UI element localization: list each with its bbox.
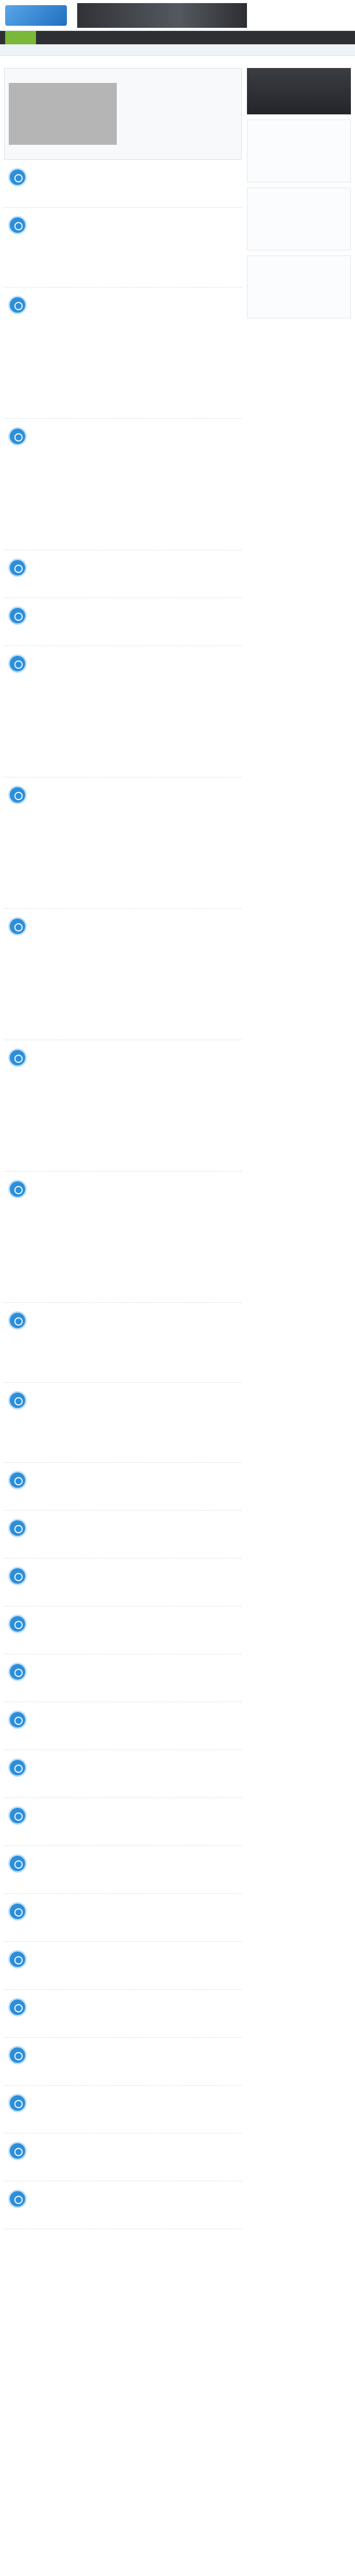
- post-title[interactable]: [31, 786, 238, 793]
- post-title[interactable]: [31, 1663, 238, 1670]
- post-card: [4, 1044, 242, 1172]
- post-body: [31, 1865, 238, 1879]
- post-title[interactable]: [31, 1806, 238, 1814]
- header-banner: [77, 3, 247, 28]
- circle-avatar-icon: [8, 1950, 27, 1969]
- post-title[interactable]: [31, 1854, 238, 1861]
- sidebar-promo-text: [250, 71, 348, 77]
- circle-avatar-icon: [8, 427, 27, 446]
- circle-avatar-icon: [8, 1758, 27, 1777]
- sidebar-link[interactable]: [251, 224, 347, 230]
- post-meta: [31, 1372, 238, 1378]
- post-card: [4, 602, 242, 646]
- circle-avatar-icon: [8, 1048, 27, 1067]
- sidebar-promo[interactable]: [247, 68, 351, 114]
- post-title[interactable]: [31, 1180, 238, 1187]
- post-body: [31, 1721, 238, 1735]
- post-meta: [31, 1500, 238, 1506]
- post-card: [4, 913, 242, 1040]
- sidebar-link[interactable]: [251, 199, 347, 206]
- circle-avatar-icon: [8, 606, 27, 625]
- sidebar-box: [247, 256, 351, 318]
- post-card: [4, 2138, 242, 2181]
- sidebar-link[interactable]: [251, 148, 347, 154]
- post-meta: [31, 767, 238, 773]
- main-nav: [0, 31, 355, 44]
- circle-avatar-icon: [8, 2190, 27, 2208]
- post-meta: [31, 1292, 238, 1298]
- sub-nav-text: [5, 46, 221, 53]
- nav-item[interactable]: [5, 31, 36, 44]
- nav-item[interactable]: [170, 31, 201, 44]
- post-card: [4, 1946, 242, 1990]
- post-body: [31, 1190, 238, 1288]
- sidebar-box-title: [251, 123, 347, 129]
- post-meta: [31, 2123, 238, 2129]
- header-link[interactable]: [314, 3, 350, 9]
- post-body: [31, 2056, 238, 2071]
- circle-avatar-icon: [8, 2046, 27, 2064]
- post-title[interactable]: [31, 2142, 238, 2149]
- post-title[interactable]: [31, 2046, 238, 2053]
- sidebar-link[interactable]: [251, 173, 347, 179]
- post-title[interactable]: [31, 1567, 238, 1574]
- post-card: [4, 1515, 242, 1558]
- post-body: [31, 1401, 238, 1448]
- post-body: [31, 1769, 238, 1783]
- nav-item[interactable]: [104, 31, 135, 44]
- post-title[interactable]: [31, 1391, 238, 1398]
- circle-avatar-icon: [8, 2142, 27, 2160]
- post-body: [31, 927, 238, 1025]
- post-body: [31, 306, 238, 404]
- post-card: [4, 2090, 242, 2133]
- post-card: [4, 1658, 242, 1702]
- sidebar-link[interactable]: [251, 216, 347, 222]
- sidebar-link[interactable]: [251, 309, 347, 315]
- post-meta: [31, 2218, 238, 2225]
- post-card: [4, 292, 242, 419]
- post-body: [31, 2008, 238, 2023]
- sidebar-link[interactable]: [251, 267, 347, 274]
- circle-avatar-icon: [8, 168, 27, 187]
- post-meta: [31, 2075, 238, 2081]
- sidebar-link[interactable]: [251, 208, 347, 214]
- post-meta: [31, 197, 238, 203]
- post-card: [4, 554, 242, 598]
- post-title[interactable]: [31, 296, 238, 303]
- post-card: [4, 782, 242, 909]
- post-body: [31, 617, 238, 631]
- sidebar-box-title: [251, 259, 347, 265]
- header-link[interactable]: [314, 11, 350, 18]
- circle-avatar-icon: [8, 1854, 27, 1873]
- post-body: [31, 665, 238, 762]
- post-meta: [31, 1835, 238, 1841]
- post-title[interactable]: [31, 917, 238, 924]
- post-title[interactable]: [31, 1519, 238, 1526]
- sidebar-link[interactable]: [251, 164, 347, 171]
- post-card: [4, 1850, 242, 1894]
- post-card: [4, 1802, 242, 1846]
- post-body: [31, 2200, 238, 2214]
- sidebar-box: [247, 188, 351, 250]
- post-title[interactable]: [31, 1758, 238, 1766]
- post-body: [31, 226, 238, 273]
- post-meta: [31, 539, 238, 546]
- post-card: [4, 2185, 242, 2229]
- post-meta: [31, 1931, 238, 1937]
- circle-avatar-icon: [8, 1806, 27, 1825]
- post-card: [4, 423, 242, 550]
- sidebar-box-title: [251, 191, 347, 197]
- post-title[interactable]: [31, 168, 238, 175]
- post-meta: [31, 2171, 238, 2177]
- post-card: [4, 1611, 242, 1654]
- circle-avatar-icon: [8, 2094, 27, 2112]
- post-body: [31, 1673, 238, 1687]
- post-meta: [31, 898, 238, 904]
- post-body: [31, 796, 238, 894]
- sidebar-link[interactable]: [251, 232, 347, 239]
- post-body: [31, 1912, 238, 1927]
- sidebar-box: [247, 120, 351, 182]
- post-list: [4, 68, 242, 2233]
- post-image: [9, 83, 117, 145]
- post-title[interactable]: [31, 1902, 238, 1909]
- post-meta: [31, 1452, 238, 1458]
- circle-avatar-icon: [8, 654, 27, 673]
- post-body: [31, 1481, 238, 1496]
- post-card: [4, 1176, 242, 1303]
- post-meta: [31, 635, 238, 641]
- post-meta: [31, 408, 238, 414]
- circle-avatar-icon: [8, 917, 27, 936]
- sidebar-link[interactable]: [251, 156, 347, 162]
- nav-item[interactable]: [71, 31, 102, 44]
- sidebar-link[interactable]: [251, 140, 347, 146]
- post-title[interactable]: [31, 1615, 238, 1622]
- post-title[interactable]: [31, 216, 238, 223]
- circle-avatar-icon: [8, 1180, 27, 1198]
- post-card: [4, 1467, 242, 1511]
- sidebar-link[interactable]: [251, 284, 347, 290]
- sidebar-link[interactable]: [251, 300, 347, 307]
- featured-post: [4, 68, 242, 160]
- post-title[interactable]: [31, 2094, 238, 2101]
- post-title[interactable]: [31, 1311, 238, 1318]
- post-title[interactable]: [31, 1048, 238, 1056]
- circle-avatar-icon: [8, 1663, 27, 1681]
- circle-avatar-icon: [8, 786, 27, 804]
- post-card: [4, 1898, 242, 1942]
- post-meta: [31, 1596, 238, 1602]
- circle-avatar-icon: [8, 1998, 27, 2016]
- nav-item[interactable]: [203, 31, 234, 44]
- post-body: [31, 1529, 238, 1544]
- post-body: [31, 1625, 238, 1639]
- post-meta: [31, 1979, 238, 1985]
- circle-avatar-icon: [8, 1311, 27, 1330]
- post-title[interactable]: [31, 2190, 238, 2197]
- post-title[interactable]: [9, 73, 237, 80]
- site-logo[interactable]: [5, 5, 67, 26]
- post-meta: [31, 1548, 238, 1554]
- post-body: [31, 1577, 238, 1591]
- post-title[interactable]: [31, 654, 238, 662]
- post-body: [31, 1960, 238, 1975]
- header-link[interactable]: [314, 20, 350, 26]
- post-card: [4, 1387, 242, 1463]
- post-card: [4, 1563, 242, 1606]
- sidebar-link[interactable]: [251, 241, 347, 247]
- post-meta: [31, 1883, 238, 1889]
- nav-item[interactable]: [137, 31, 168, 44]
- circle-avatar-icon: [8, 1519, 27, 1537]
- post-body: [31, 1059, 238, 1157]
- post-card: [4, 212, 242, 287]
- post-meta: [31, 2027, 238, 2033]
- post-title[interactable]: [31, 1998, 238, 2005]
- header-links: [262, 3, 350, 28]
- post-meta: [31, 277, 238, 283]
- post-meta: [31, 1161, 238, 1167]
- post-card: [4, 1754, 242, 1798]
- post-body: [31, 2104, 238, 2119]
- sidebar: [247, 68, 351, 324]
- post-body: [31, 569, 238, 583]
- circle-avatar-icon: [8, 296, 27, 314]
- post-card: [4, 1706, 242, 1750]
- post-title[interactable]: [31, 1710, 238, 1718]
- circle-avatar-icon: [8, 1567, 27, 1585]
- post-card: [4, 1994, 242, 2038]
- post-meta: [31, 1739, 238, 1745]
- post-title[interactable]: [31, 606, 238, 614]
- post-title[interactable]: [31, 558, 238, 566]
- sidebar-link[interactable]: [251, 292, 347, 298]
- post-meta: [31, 1787, 238, 1793]
- circle-avatar-icon: [8, 1902, 27, 1921]
- post-meta: [31, 1029, 238, 1036]
- header-top: [0, 0, 355, 31]
- post-body: [31, 1817, 238, 1831]
- post-title[interactable]: [31, 427, 238, 434]
- sidebar-link[interactable]: [251, 276, 347, 282]
- circle-avatar-icon: [8, 1391, 27, 1410]
- post-card: [4, 2042, 242, 2086]
- post-title[interactable]: [31, 1950, 238, 1957]
- site-header: [0, 0, 355, 67]
- post-meta: [31, 587, 238, 594]
- circle-avatar-icon: [8, 1471, 27, 1489]
- post-card: [4, 1307, 242, 1383]
- post-body: [31, 437, 238, 535]
- post-meta: [31, 1691, 238, 1698]
- circle-avatar-icon: [8, 1710, 27, 1729]
- circle-avatar-icon: [8, 558, 27, 577]
- post-meta: [9, 149, 237, 155]
- post-title[interactable]: [31, 1471, 238, 1478]
- post-body: [31, 1321, 238, 1368]
- nav-item[interactable]: [38, 31, 69, 44]
- post-meta: [31, 1643, 238, 1650]
- post-card: [4, 164, 242, 208]
- sidebar-link[interactable]: [251, 131, 347, 138]
- post-body: [31, 178, 238, 193]
- circle-avatar-icon: [8, 1615, 27, 1633]
- circle-avatar-icon: [8, 216, 27, 234]
- post-card: [4, 650, 242, 777]
- post-body: [31, 2152, 238, 2166]
- sub-nav: [0, 44, 355, 56]
